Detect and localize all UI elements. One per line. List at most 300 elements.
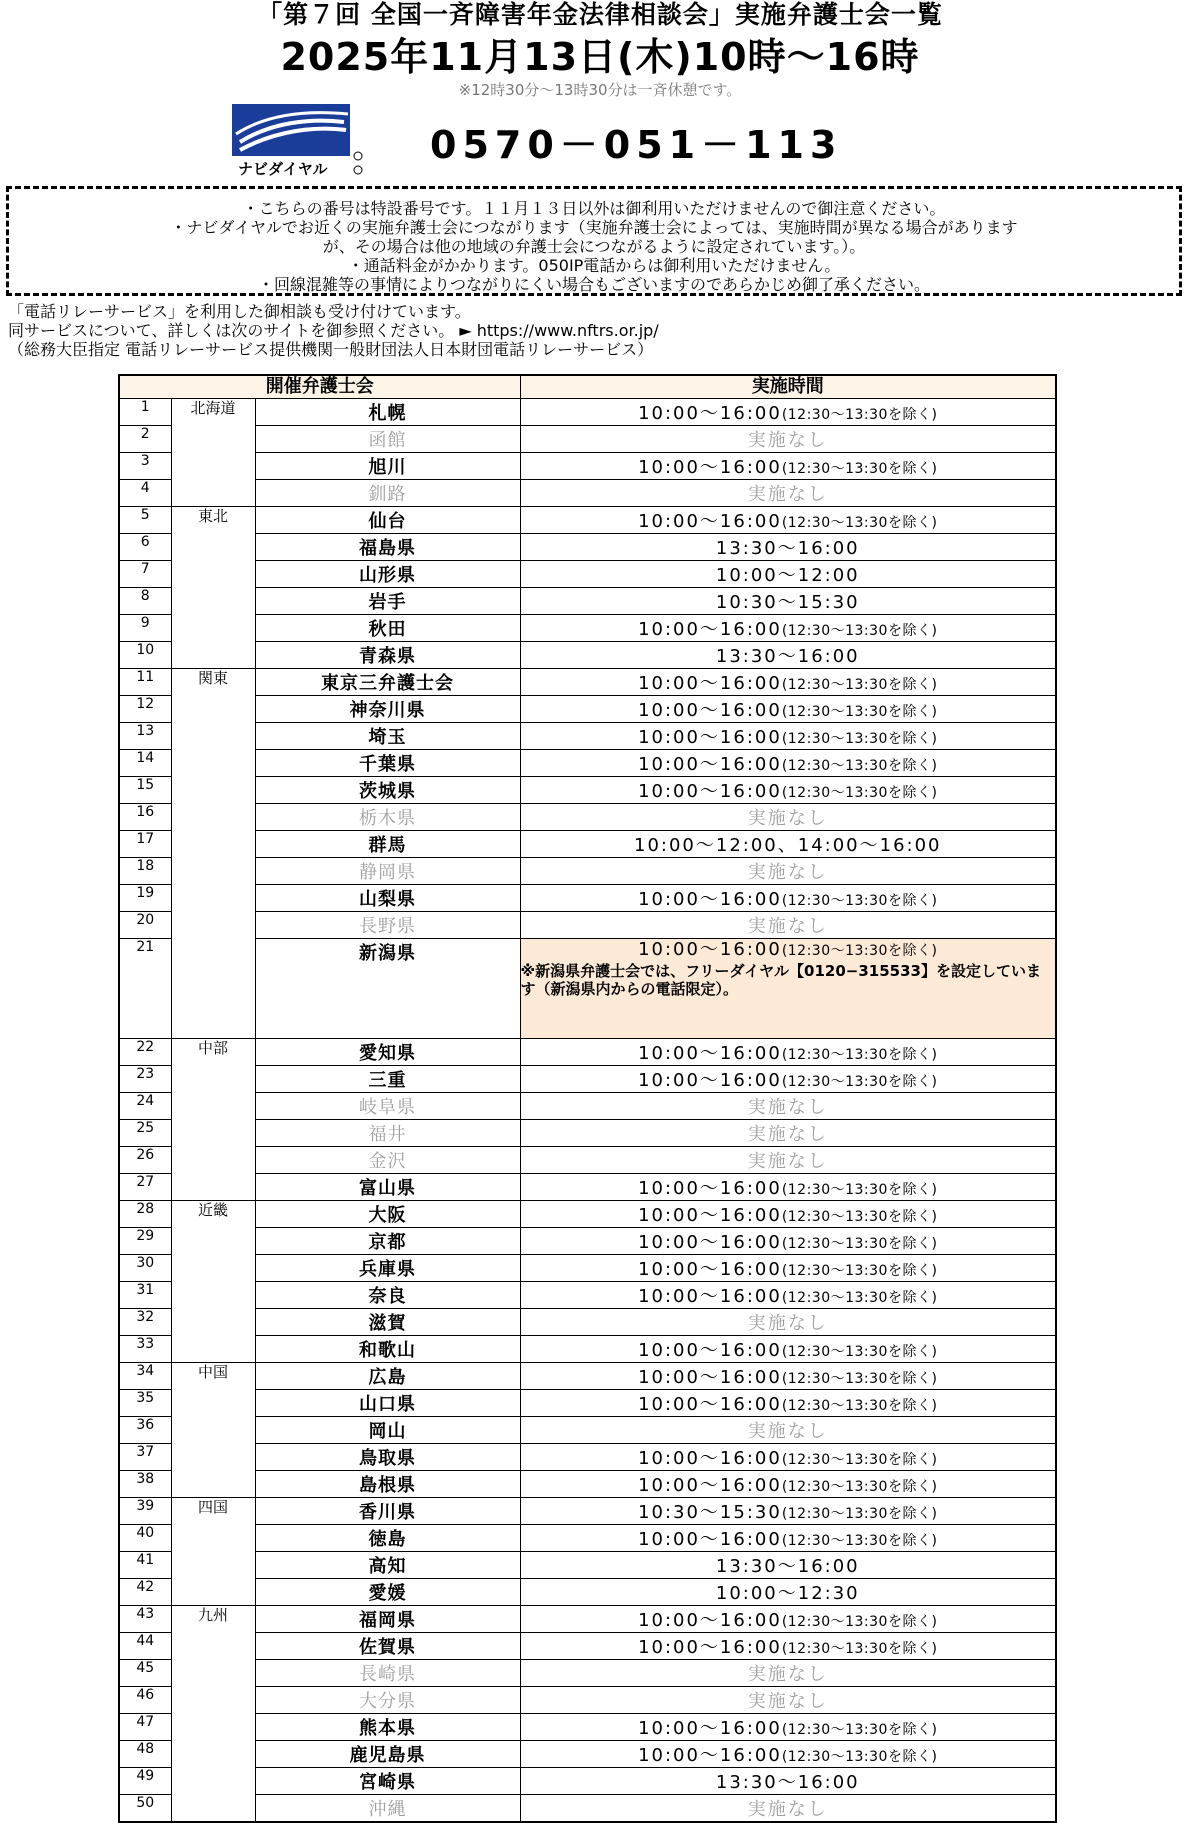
notice-line: ・回線混雑等の事情によりつながりにくい場合もございますのであらかじめ御了承ください。 (257, 275, 930, 294)
time-value (520, 723, 1056, 750)
bar-association: 新潟県 (255, 939, 520, 1039)
bar-association: 青森県 (255, 642, 520, 669)
bar-association: 神奈川県 (255, 696, 520, 723)
relay-service-info (8, 302, 659, 359)
time-range: 10:00～16:00 (638, 1178, 782, 1199)
table-row (119, 1606, 1056, 1633)
time-range: 10:00～12:00 (715, 565, 860, 586)
bar-association: 兵庫県 (255, 1255, 520, 1282)
time-range: 10:00～12:30 (715, 1583, 860, 1604)
time-value (520, 831, 1056, 858)
lunch-exclusion: (12:30～13:30を除く) (781, 1182, 938, 1198)
bar-association: 長野県 (255, 912, 520, 939)
time-range: 実施なし (747, 1799, 828, 1820)
bar-association: 大阪 (255, 1201, 520, 1228)
break-note: ※12時30分～13時30分は一斉休憩です。 (458, 81, 742, 99)
time-value (520, 1471, 1056, 1498)
table-row (119, 480, 1056, 507)
row-number: 30 (119, 1255, 171, 1282)
time-range: 10:00～16:00 (638, 1529, 782, 1550)
row-number: 28 (119, 1201, 171, 1228)
notice-line: ・ナビダイヤルでお近くの実施弁護士会につながります（実施弁護士会によっては、実施時間が異なる場合があります (170, 218, 1018, 237)
table-row (119, 1039, 1056, 1066)
lunch-exclusion: (12:30～13:30を除く) (781, 758, 938, 774)
time-value (520, 804, 1056, 831)
table-row (119, 1417, 1056, 1444)
table-row (119, 1363, 1056, 1390)
lunch-exclusion: (12:30～13:30を除く) (781, 677, 938, 693)
table-row (119, 399, 1056, 426)
time-value (520, 1795, 1056, 1823)
row-number: 7 (119, 561, 171, 588)
time-value (520, 426, 1056, 453)
bar-association: 栃木県 (255, 804, 520, 831)
time-value (520, 1606, 1056, 1633)
row-number: 2 (119, 426, 171, 453)
table-row (119, 939, 1056, 1039)
row-number: 5 (119, 507, 171, 534)
time-value (520, 615, 1056, 642)
table-row (119, 507, 1056, 534)
bar-association: 仙台 (255, 507, 520, 534)
time-range: 実施なし (747, 1151, 828, 1172)
time-value (520, 1660, 1056, 1687)
time-value (520, 1363, 1056, 1390)
time-range: 10:00～16:00 (638, 1448, 782, 1469)
logo-wordmark: ナビダイヤル (238, 160, 328, 178)
bar-association: 金沢 (255, 1147, 520, 1174)
lunch-exclusion: (12:30～13:30を除く) (781, 1371, 938, 1387)
lunch-exclusion: (12:30～13:30を除く) (781, 943, 938, 959)
row-number: 20 (119, 912, 171, 939)
time-range: 10:30～15:30 (715, 592, 860, 613)
table-row (119, 1201, 1056, 1228)
lunch-exclusion: (12:30～13:30を除く) (781, 1506, 938, 1522)
notice-line: ・こちらの番号は特設番号です。１１月１３日以外は御利用いただけませんので御注意ください。 (242, 199, 946, 218)
event-datetime: 2025年11月13日(木)10時～16時 (280, 35, 920, 79)
table-row (119, 1093, 1056, 1120)
time-range: 実施なし (747, 1124, 828, 1145)
lunch-exclusion: (12:30～13:30を除く) (781, 1533, 938, 1549)
time-value (520, 1282, 1056, 1309)
row-number: 17 (119, 831, 171, 858)
lunch-exclusion: (12:30～13:30を除く) (781, 1479, 938, 1495)
time-value (520, 1309, 1056, 1336)
time-value (520, 1444, 1056, 1471)
row-number: 8 (119, 588, 171, 615)
bar-association: 秋田 (255, 615, 520, 642)
bar-association: 旭川 (255, 453, 520, 480)
time-value (520, 1768, 1056, 1795)
table-row (119, 804, 1056, 831)
bar-association: 三重 (255, 1066, 520, 1093)
time-value (520, 1336, 1056, 1363)
row-number: 45 (119, 1660, 171, 1687)
time-range: 10:00～16:00 (638, 754, 782, 775)
relay-line: （総務大臣指定 電話リレーサービス提供機関一般財団法人日本財団電話リレーサービス） (8, 340, 654, 359)
bar-association: 奈良 (255, 1282, 520, 1309)
table-row (119, 723, 1056, 750)
row-number: 43 (119, 1606, 171, 1633)
time-range: 実施なし (747, 1097, 828, 1118)
time-range: 10:00～16:00 (638, 457, 782, 478)
region-label: 近畿 (171, 1201, 255, 1363)
time-range: 10:00～16:00 (638, 619, 782, 640)
relay-line: 「電話リレーサービス」を利用した御相談も受け付けています。 (8, 302, 471, 321)
lunch-exclusion: (12:30～13:30を除く) (781, 731, 938, 747)
lunch-exclusion: (12:30～13:30を除く) (781, 1722, 938, 1738)
time-range: 13:30～16:00 (715, 1556, 860, 1577)
time-range: 10:00～16:00 (638, 1718, 782, 1739)
time-value (520, 777, 1056, 804)
table-row (119, 831, 1056, 858)
lunch-exclusion: (12:30～13:30を除く) (781, 407, 938, 423)
row-number: 33 (119, 1336, 171, 1363)
bar-association: 山口県 (255, 1390, 520, 1417)
table-row (119, 1309, 1056, 1336)
table-row (119, 1768, 1056, 1795)
time-range: 10:00～16:00 (638, 1259, 782, 1280)
row-number: 46 (119, 1687, 171, 1714)
time-range: 実施なし (747, 1421, 828, 1442)
bar-association: 滋賀 (255, 1309, 520, 1336)
row-number: 29 (119, 1228, 171, 1255)
time-value (520, 1039, 1056, 1066)
row-number: 36 (119, 1417, 171, 1444)
table-row (119, 1390, 1056, 1417)
lunch-exclusion: (12:30～13:30を除く) (781, 785, 938, 801)
row-number: 12 (119, 696, 171, 723)
table-row (119, 1633, 1056, 1660)
time-range: 10:00～16:00 (638, 1205, 782, 1226)
lunch-exclusion: (12:30～13:30を除く) (781, 1452, 938, 1468)
bar-association: 群馬 (255, 831, 520, 858)
lunch-exclusion: (12:30～13:30を除く) (781, 893, 938, 909)
time-range: 10:00～16:00 (638, 1070, 782, 1091)
time-value (520, 1174, 1056, 1201)
time-value (520, 1498, 1056, 1525)
table-row (119, 858, 1056, 885)
bar-association: 佐賀県 (255, 1633, 520, 1660)
table-row (119, 588, 1056, 615)
row-number: 44 (119, 1633, 171, 1660)
row-number: 9 (119, 615, 171, 642)
lunch-exclusion: (12:30～13:30を除く) (781, 1263, 938, 1279)
time-range: 10:00～12:00、14:00～16:00 (634, 835, 942, 856)
row-number: 38 (119, 1471, 171, 1498)
bar-association: 埼玉 (255, 723, 520, 750)
bar-association: 宮崎県 (255, 1768, 520, 1795)
table-row (119, 1579, 1056, 1606)
row-number: 25 (119, 1120, 171, 1147)
table-row (119, 561, 1056, 588)
time-value (520, 696, 1056, 723)
time-value (520, 1147, 1056, 1174)
time-range: 10:00～16:00 (638, 1610, 782, 1631)
time-range: 10:30～15:30 (638, 1502, 782, 1523)
region-label: 東北 (171, 507, 255, 669)
time-value (520, 399, 1056, 426)
row-number: 48 (119, 1741, 171, 1768)
time-range: 10:00～16:00 (638, 939, 782, 960)
bar-association: 長崎県 (255, 1660, 520, 1687)
region-label: 中国 (171, 1363, 255, 1498)
lunch-exclusion: (12:30～13:30を除く) (781, 461, 938, 477)
table-row (119, 1498, 1056, 1525)
time-range: 10:00～16:00 (638, 1043, 782, 1064)
table-row (119, 426, 1056, 453)
time-value (520, 1687, 1056, 1714)
row-number: 50 (119, 1795, 171, 1823)
time-range: 13:30～16:00 (715, 646, 860, 667)
row-number: 13 (119, 723, 171, 750)
time-range: 10:00～16:00 (638, 727, 782, 748)
time-range: 10:00～16:00 (638, 1232, 782, 1253)
row-number: 22 (119, 1039, 171, 1066)
phone-number: 0570－051－113 (430, 123, 843, 167)
bar-association: 岩手 (255, 588, 520, 615)
table-row (119, 912, 1056, 939)
special-time-cell (520, 939, 1056, 1039)
region-label: 九州 (171, 1606, 255, 1823)
bar-association: 岡山 (255, 1417, 520, 1444)
navi-dial-logo (232, 104, 377, 179)
bar-association: 和歌山 (255, 1336, 520, 1363)
row-number: 41 (119, 1552, 171, 1579)
table-row (119, 669, 1056, 696)
bar-association: 鹿児島県 (255, 1741, 520, 1768)
relay-line-link[interactable]: 同サービスについて、詳しくは次のサイトを御参照ください。 ► https://www.nftrs.or.jp/ (8, 321, 659, 340)
time-value (520, 1552, 1056, 1579)
table-row (119, 1174, 1056, 1201)
bar-association: 熊本県 (255, 1714, 520, 1741)
header-association: 開催弁護士会 (119, 375, 520, 399)
time-value (520, 1228, 1056, 1255)
lunch-exclusion: (12:30～13:30を除く) (781, 1749, 938, 1765)
time-range: 実施なし (747, 916, 828, 937)
schedule-table (118, 374, 1057, 1823)
time-value (520, 1201, 1056, 1228)
bar-association: 福井 (255, 1120, 520, 1147)
table-row (119, 1525, 1056, 1552)
time-value (520, 561, 1056, 588)
row-number: 14 (119, 750, 171, 777)
time-range: 10:00～16:00 (638, 1394, 782, 1415)
time-value (520, 1093, 1056, 1120)
bar-association: 福岡県 (255, 1606, 520, 1633)
table-row (119, 1795, 1056, 1823)
time-value (520, 858, 1056, 885)
time-value (520, 1741, 1056, 1768)
time-value (520, 1417, 1056, 1444)
table-row (119, 1282, 1056, 1309)
lunch-exclusion: (12:30～13:30を除く) (781, 1047, 938, 1063)
time-range: 実施なし (747, 808, 828, 829)
row-number: 21 (119, 939, 171, 1039)
time-range: 10:00～16:00 (638, 1286, 782, 1307)
time-value (520, 885, 1056, 912)
row-number: 27 (119, 1174, 171, 1201)
row-number: 42 (119, 1579, 171, 1606)
bar-association: 東京三弁護士会 (255, 669, 520, 696)
table-row (119, 1741, 1056, 1768)
time-range: 10:00～16:00 (638, 781, 782, 802)
row-number: 37 (119, 1444, 171, 1471)
lunch-exclusion: (12:30～13:30を除く) (781, 623, 938, 639)
time-range: 実施なし (747, 484, 828, 505)
time-value (520, 1390, 1056, 1417)
time-value (520, 1066, 1056, 1093)
lunch-exclusion: (12:30～13:30を除く) (781, 1209, 938, 1225)
region-label: 中部 (171, 1039, 255, 1201)
notice-box (6, 186, 1182, 296)
bar-association: 香川県 (255, 1498, 520, 1525)
navi-dial-logo-icon (232, 104, 377, 179)
page-title: 「第７回 全国一斉障害年金法律相談会」実施弁護士会一覧 (257, 0, 943, 29)
lunch-exclusion: (12:30～13:30を除く) (781, 1290, 938, 1306)
lunch-exclusion: (12:30～13:30を除く) (781, 1074, 938, 1090)
bar-association: 島根県 (255, 1471, 520, 1498)
region-label: 四国 (171, 1498, 255, 1606)
bar-association: 千葉県 (255, 750, 520, 777)
time-value (521, 939, 1056, 962)
time-range: 実施なし (747, 1664, 828, 1685)
time-value (520, 1633, 1056, 1660)
table-row (119, 642, 1056, 669)
bar-association: 釧路 (255, 480, 520, 507)
table-row (119, 1552, 1056, 1579)
row-number: 3 (119, 453, 171, 480)
lunch-exclusion: (12:30～13:30を除く) (781, 1641, 938, 1657)
lunch-exclusion: (12:30～13:30を除く) (781, 515, 938, 531)
time-range: 13:30～16:00 (715, 1772, 860, 1793)
table-row (119, 1255, 1056, 1282)
time-range: 実施なし (747, 430, 828, 451)
table-row (119, 1444, 1056, 1471)
bar-association: 岐阜県 (255, 1093, 520, 1120)
row-number: 16 (119, 804, 171, 831)
row-number: 15 (119, 777, 171, 804)
table-row (119, 1066, 1056, 1093)
table-row (119, 750, 1056, 777)
row-number: 19 (119, 885, 171, 912)
time-value (520, 534, 1056, 561)
table-row (119, 1147, 1056, 1174)
table-row (119, 777, 1056, 804)
time-range: 実施なし (747, 862, 828, 883)
row-number: 34 (119, 1363, 171, 1390)
row-number: 11 (119, 669, 171, 696)
table-row (119, 1228, 1056, 1255)
time-value (520, 1579, 1056, 1606)
row-number: 40 (119, 1525, 171, 1552)
table-row (119, 1336, 1056, 1363)
table-row (119, 1120, 1056, 1147)
row-number: 24 (119, 1093, 171, 1120)
time-value (520, 1714, 1056, 1741)
table-row (119, 534, 1056, 561)
table-row (119, 1687, 1056, 1714)
table-row (119, 696, 1056, 723)
time-range: 10:00～16:00 (638, 1340, 782, 1361)
row-number: 32 (119, 1309, 171, 1336)
row-number: 39 (119, 1498, 171, 1525)
bar-association: 沖縄 (255, 1795, 520, 1823)
time-value (520, 1525, 1056, 1552)
lunch-exclusion: (12:30～13:30を除く) (781, 1398, 938, 1414)
notice-line: ・通話料金がかかります。050IP電話からは御利用いただけません。 (347, 256, 841, 275)
lunch-exclusion: (12:30～13:30を除く) (781, 1236, 938, 1252)
table-row (119, 1660, 1056, 1687)
bar-association: 山形県 (255, 561, 520, 588)
lunch-exclusion: (12:30～13:30を除く) (781, 1344, 938, 1360)
table-row (119, 885, 1056, 912)
time-range: 10:00～16:00 (638, 889, 782, 910)
row-number: 31 (119, 1282, 171, 1309)
time-range: 10:00～16:00 (638, 1745, 782, 1766)
bar-association: 静岡県 (255, 858, 520, 885)
bar-association: 愛知県 (255, 1039, 520, 1066)
row-number: 23 (119, 1066, 171, 1093)
bar-association: 京都 (255, 1228, 520, 1255)
time-value (520, 1255, 1056, 1282)
notice-line: が、その場合は他の地域の弁護士会につながるように設定されています。）。 (322, 237, 866, 256)
header-time: 実施時間 (520, 375, 1056, 399)
time-range: 10:00～16:00 (638, 1475, 782, 1496)
bar-association: 富山県 (255, 1174, 520, 1201)
row-number: 35 (119, 1390, 171, 1417)
time-value (520, 588, 1056, 615)
table-body (119, 399, 1056, 1823)
time-value (520, 642, 1056, 669)
bar-association: 札幌 (255, 399, 520, 426)
time-value (520, 669, 1056, 696)
time-value (520, 507, 1056, 534)
row-number: 26 (119, 1147, 171, 1174)
bar-association: 徳島 (255, 1525, 520, 1552)
time-range: 10:00～16:00 (638, 700, 782, 721)
row-number: 1 (119, 399, 171, 426)
bar-association: 函館 (255, 426, 520, 453)
row-number: 10 (119, 642, 171, 669)
row-number: 47 (119, 1714, 171, 1741)
time-value (520, 480, 1056, 507)
time-range: 10:00～16:00 (638, 1367, 782, 1388)
lunch-exclusion: (12:30～13:30を除く) (781, 704, 938, 720)
time-range: 13:30～16:00 (715, 538, 860, 559)
time-range: 10:00～16:00 (638, 403, 782, 424)
bar-association: 愛媛 (255, 1579, 520, 1606)
time-value (520, 453, 1056, 480)
bar-association: 山梨県 (255, 885, 520, 912)
bar-association: 鳥取県 (255, 1444, 520, 1471)
bar-association: 高知 (255, 1552, 520, 1579)
table-header-row (119, 375, 1056, 399)
time-range: 10:00～16:00 (638, 511, 782, 532)
bar-association: 広島 (255, 1363, 520, 1390)
time-range: 実施なし (747, 1691, 828, 1712)
bar-association: 福島県 (255, 534, 520, 561)
bar-association: 茨城県 (255, 777, 520, 804)
time-range: 10:00～16:00 (638, 673, 782, 694)
time-range: 10:00～16:00 (638, 1637, 782, 1658)
niigata-note: ※新潟県弁護士会では、フリーダイヤル【0120−315533】を設定しています（新潟県内からの電話限定）。 (520, 962, 1041, 998)
bar-association: 大分県 (255, 1687, 520, 1714)
row-number: 4 (119, 480, 171, 507)
time-value (520, 912, 1056, 939)
time-value (520, 750, 1056, 777)
table-row (119, 615, 1056, 642)
